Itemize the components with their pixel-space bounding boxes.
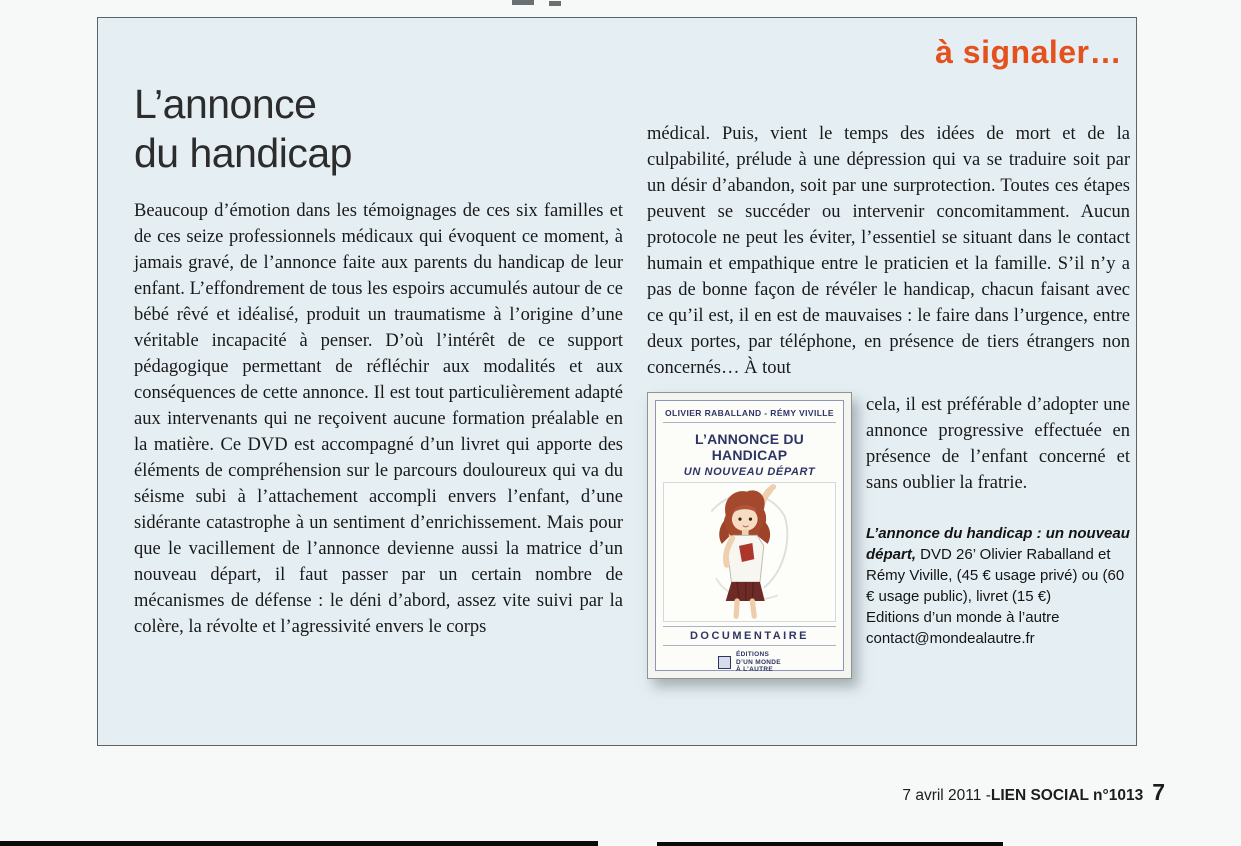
dvd-publisher-logo bbox=[663, 651, 836, 674]
article-title-line1: L’annonce bbox=[134, 81, 317, 127]
caption-paragraph bbox=[866, 523, 1130, 607]
dvd-authors: OLIVIER RABALLAND - RÉMY VIVILLE bbox=[663, 408, 836, 423]
page-footer bbox=[902, 779, 1165, 806]
footer-page-number: 7 bbox=[1152, 779, 1165, 805]
publisher-line: D’UN MONDE bbox=[736, 658, 781, 666]
scan-artifact bbox=[657, 842, 1003, 846]
dvd-cover-inner bbox=[655, 400, 844, 671]
dvd-title: L’ANNONCE DU HANDICAP bbox=[695, 431, 804, 463]
section-header-label: à signaler… bbox=[935, 34, 1122, 70]
dvd-and-wrap-text-row bbox=[647, 392, 1130, 679]
footer-magazine: LIEN SOCIAL n°1013 bbox=[990, 787, 1144, 804]
manga-girl-illustration bbox=[663, 482, 836, 622]
footer-date: 7 avril 2011 - bbox=[902, 787, 991, 804]
dvd-caption bbox=[866, 523, 1130, 649]
scan-artifact bbox=[512, 0, 534, 5]
scan-artifact bbox=[549, 1, 561, 6]
article-frame bbox=[97, 17, 1137, 746]
article-text-right-wrap: cela, il est préférable d’adopter une annonce progressive effectuée en présence de l’enfant concerné et sans oublier la fratrie. bbox=[866, 395, 1130, 493]
right-column bbox=[647, 121, 1130, 679]
publisher-name bbox=[736, 651, 781, 674]
caption-publisher: Editions d’un monde à l’autre bbox=[866, 609, 1060, 626]
publisher-logo-mark-icon bbox=[718, 656, 731, 669]
caption-contact: contact@mondealautre.fr bbox=[866, 630, 1035, 647]
dvd-cover bbox=[647, 392, 852, 679]
article-title bbox=[134, 80, 623, 178]
caption-details: DVD 26’ Olivier Raballand et Rémy Viville, (45 € usage privé) ou (60 € usage public), livret (15 €) bbox=[866, 546, 1125, 605]
wrap-text-column bbox=[866, 392, 1130, 679]
dvd-subtitle: UN NOUVEAU DÉPART bbox=[683, 466, 816, 478]
article-text-right-top: médical. Puis, vient le temps des idées de mort et de la culpabilité, prélude à une dépression qui va se traduire soit par un désir d’abandon, soit par une surprotection. Toutes ces étapes peuvent se succéder ou intervenir concomitamment. Aucun protocole ne peut les éviter, l’essentiel se situant dans le contact humain et empathique entre le praticien et la famille. S’il n’y a pas de bonne façon de révéler le handicap, chacun faisant avec ce qu’il est, il en est de mauvaises : le faire dans l’urgence, entre deux portes, par téléphone, en présence de tiers étrangers non concernés… À tout bbox=[647, 124, 1130, 378]
scan-artifact bbox=[0, 841, 598, 846]
dvd-genre-banner: DOCUMENTAIRE bbox=[663, 626, 836, 646]
publisher-line: À L’AUTRE bbox=[736, 666, 774, 673]
article-title-line2: du handicap bbox=[134, 130, 352, 176]
article-text-left: Beaucoup d’émotion dans les témoignages de ces six familles et de ces seize professionnels médicaux qui évoquent ce moment, à jamais gravé, de l’annonce faite aux parents du handicap de leur enfant. L’effondrement de tous les espoirs accumulés autour de ce bébé rêvé et idéalisé, produit un traumatisme à l’origine d’une véritable incapacité à penser. D’où l’intérêt de ce support pédagogique permettant de réfléchir aux modalités et aux conséquences de cette annonce. Il est tout particulièrement adapté aux intervenants qui ne reçoivent aucune formation préalable en la matière. Ce DVD est accompagné d’un livret qui apporte des éléments de compréhension sur le parcours douloureux qui va du séisme subi à l’attachement accompli envers l’enfant, d’une sidérante catastrophe à un sentiment d’enrichissement. Mais pour que le vacillement de l’annonce devienne aussi la matrice d’un nouveau départ, il faut passer par un certain nombre de mécanismes de défense : le déni d’abord, assez vite suivi par la colère, la révolte et l’agressivité envers le corps bbox=[134, 201, 623, 637]
caption-title: L’annonce du handicap : un nouveau départ, bbox=[866, 525, 1130, 563]
publisher-line: ÉDITIONS bbox=[736, 651, 770, 658]
left-column bbox=[134, 80, 623, 640]
